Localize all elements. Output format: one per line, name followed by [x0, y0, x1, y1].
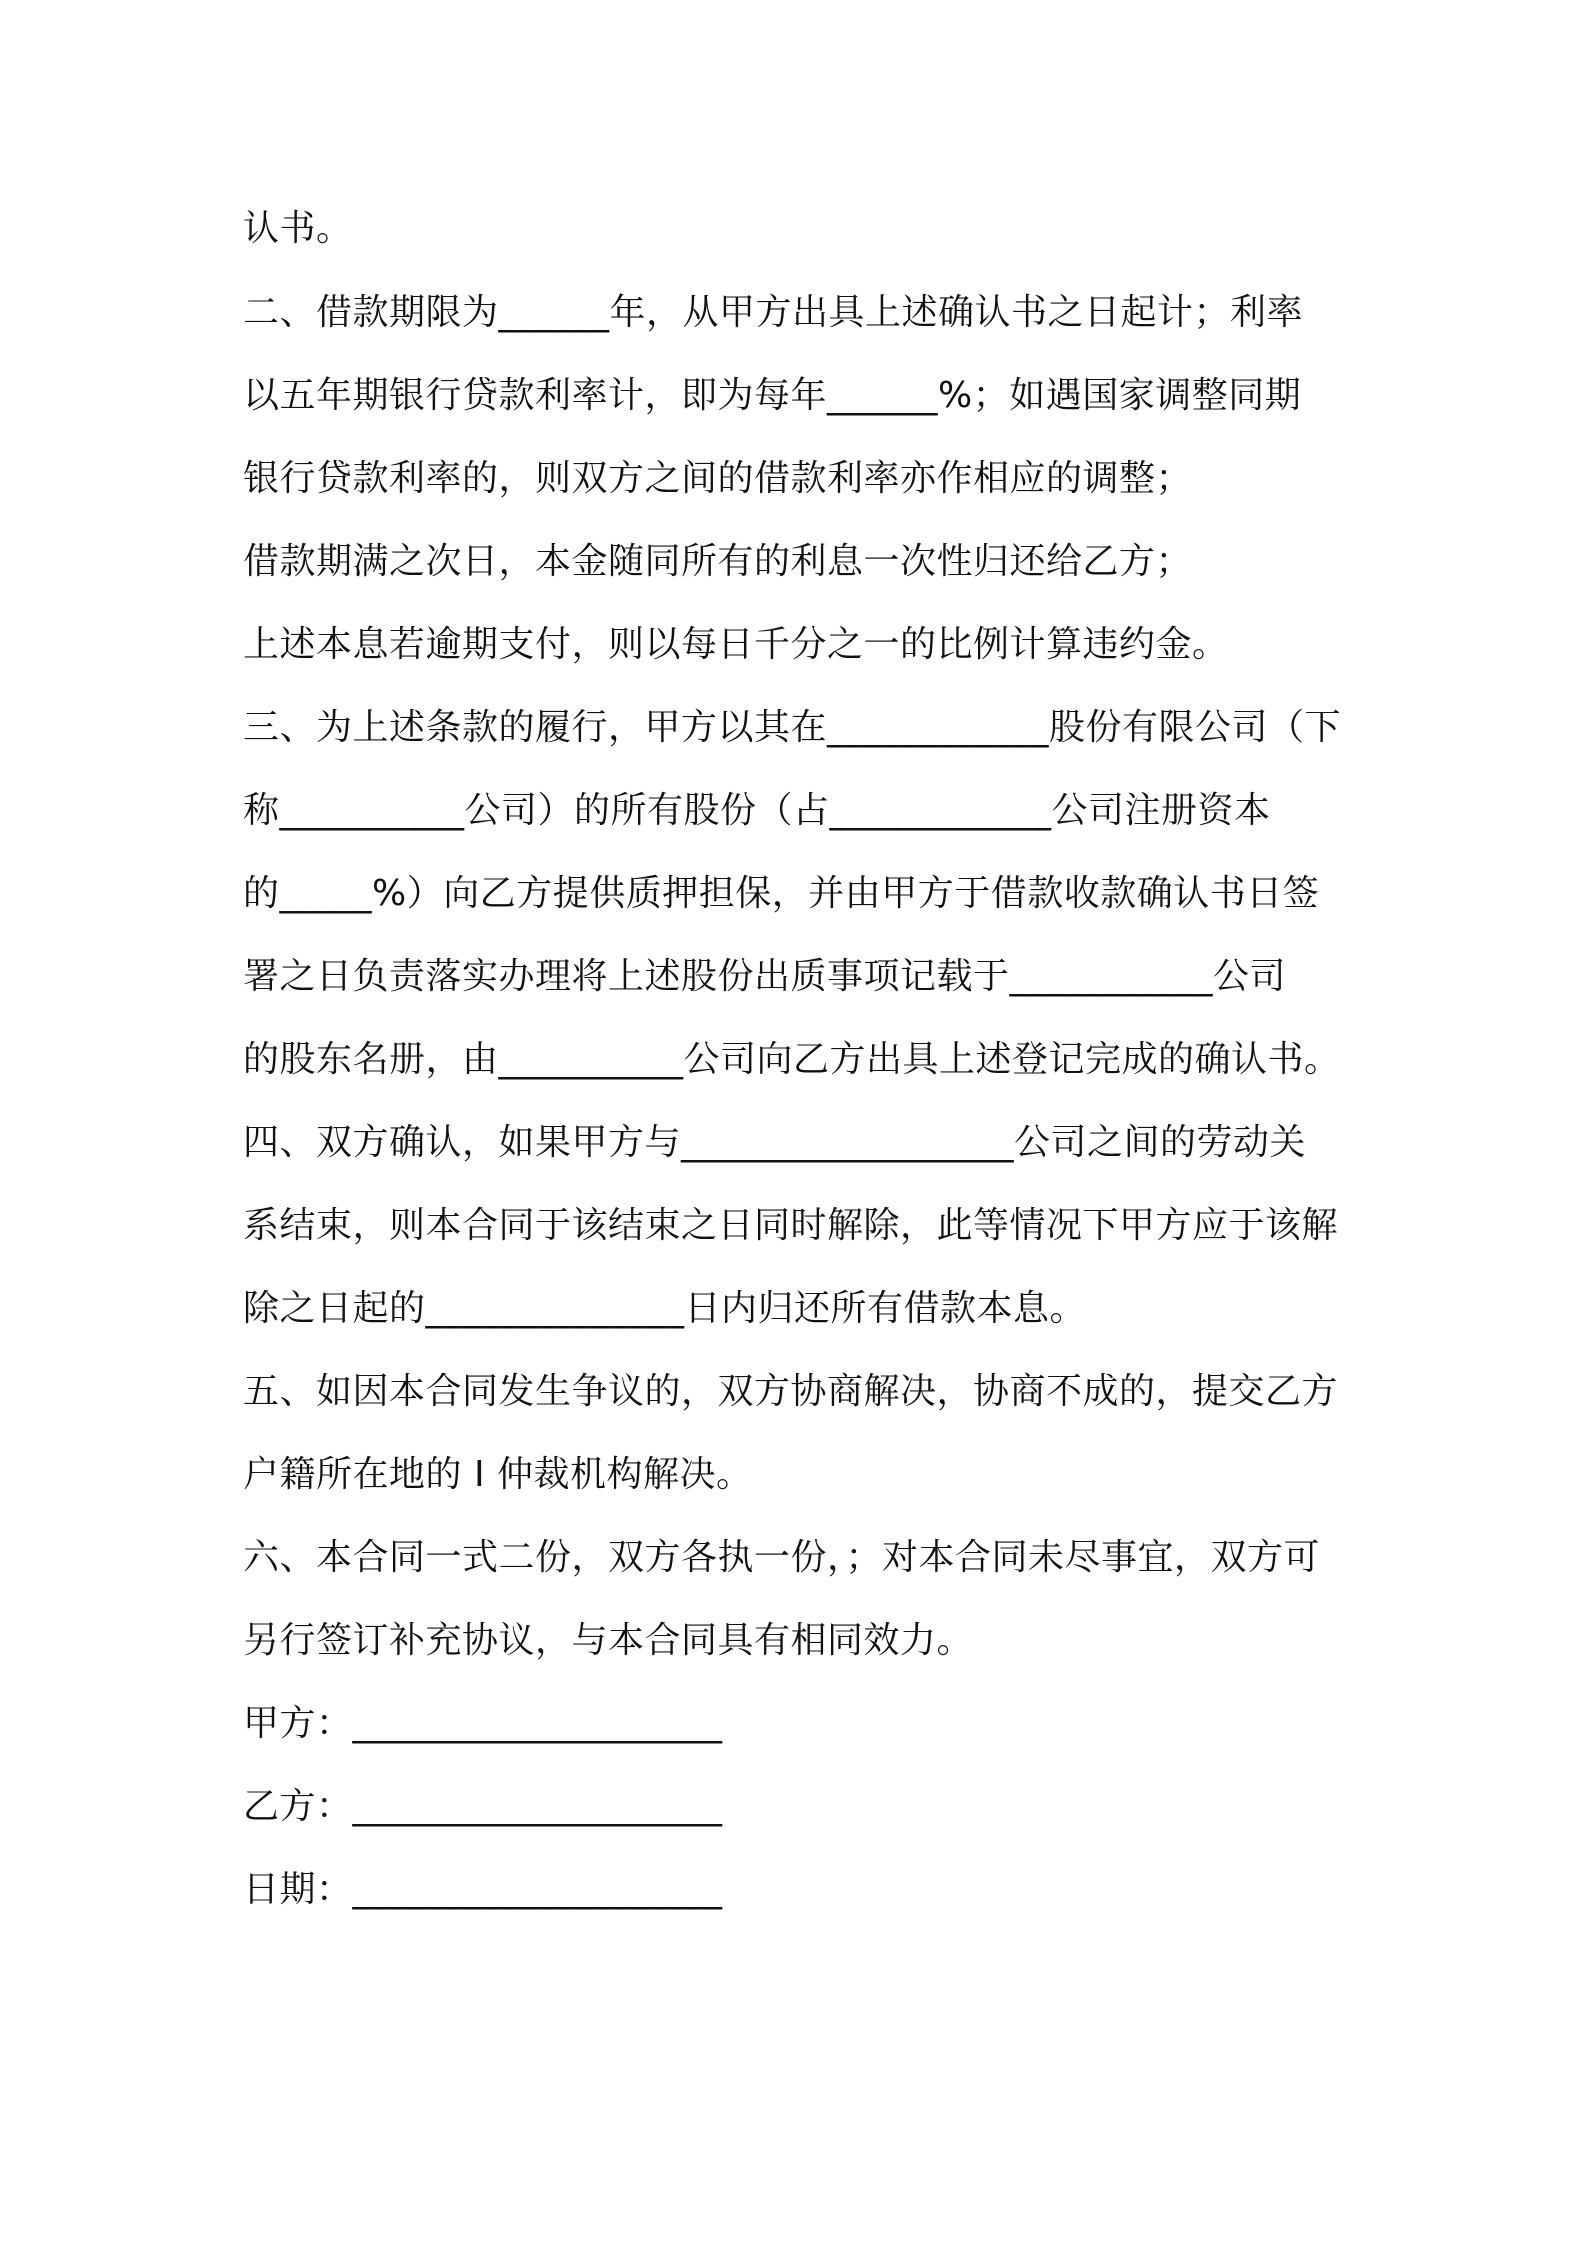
party-b-signature-line: 乙方：____________________	[243, 1786, 723, 1827]
text-line: 以五年期银行贷款利率计，即为每年______%；如遇国家调整同期	[243, 375, 1302, 416]
text-line: 署之日负责落实办理将上述股份出质事项记载于___________公司	[243, 956, 1287, 997]
text-line: 另行签订补充协议，与本合同具有相同效力。	[243, 1620, 974, 1661]
text-line: 系结束，则本合同于该结束之日同时解除，此等情况下甲方应于该解	[243, 1205, 1339, 1246]
text-line: 的_____%）向乙方提供质押担保，并由甲方于借款收款确认书日签	[243, 873, 1320, 914]
text-line: 三、为上述条款的履行，甲方以其在____________股份有限公司（下	[243, 707, 1342, 748]
text-line: 借款期满之次日，本金随同所有的利息一次性归还给乙方；	[243, 541, 1193, 582]
text-line: 上述本息若逾期支付，则以每日千分之一的比例计算违约金。	[243, 624, 1229, 665]
text-line: 银行贷款利率的，则双方之间的借款利率亦作相应的调整；	[243, 458, 1193, 499]
party-a-signature-line: 甲方：____________________	[243, 1703, 723, 1744]
text-line: 四、双方确认，如果甲方与__________________公司之间的劳动关	[243, 1122, 1307, 1163]
text-line: 称__________公司）的所有股份（占____________公司注册资本	[243, 790, 1271, 831]
text-line: 认书。	[243, 208, 353, 249]
text-line: 的股东名册，由__________公司向乙方出具上述登记完成的确认书。	[243, 1039, 1341, 1080]
text-line: 除之日起的______________日内归还所有借款本息。	[243, 1288, 1087, 1329]
text-line: 六、本合同一式二份，双方各执一份，；对本合同未尽事宜，双方可	[243, 1537, 1321, 1578]
date-signature-line: 日期：____________________	[243, 1869, 723, 1910]
text-line: 二、借款期限为______年，从甲方出具上述确认书之日起计；利率	[243, 292, 1304, 333]
text-line: 户籍所在地的 I 仲裁机构解决。	[243, 1454, 753, 1495]
text-line: 五、如因本合同发生争议的，双方协商解决，协商不成的，提交乙方	[243, 1371, 1339, 1412]
